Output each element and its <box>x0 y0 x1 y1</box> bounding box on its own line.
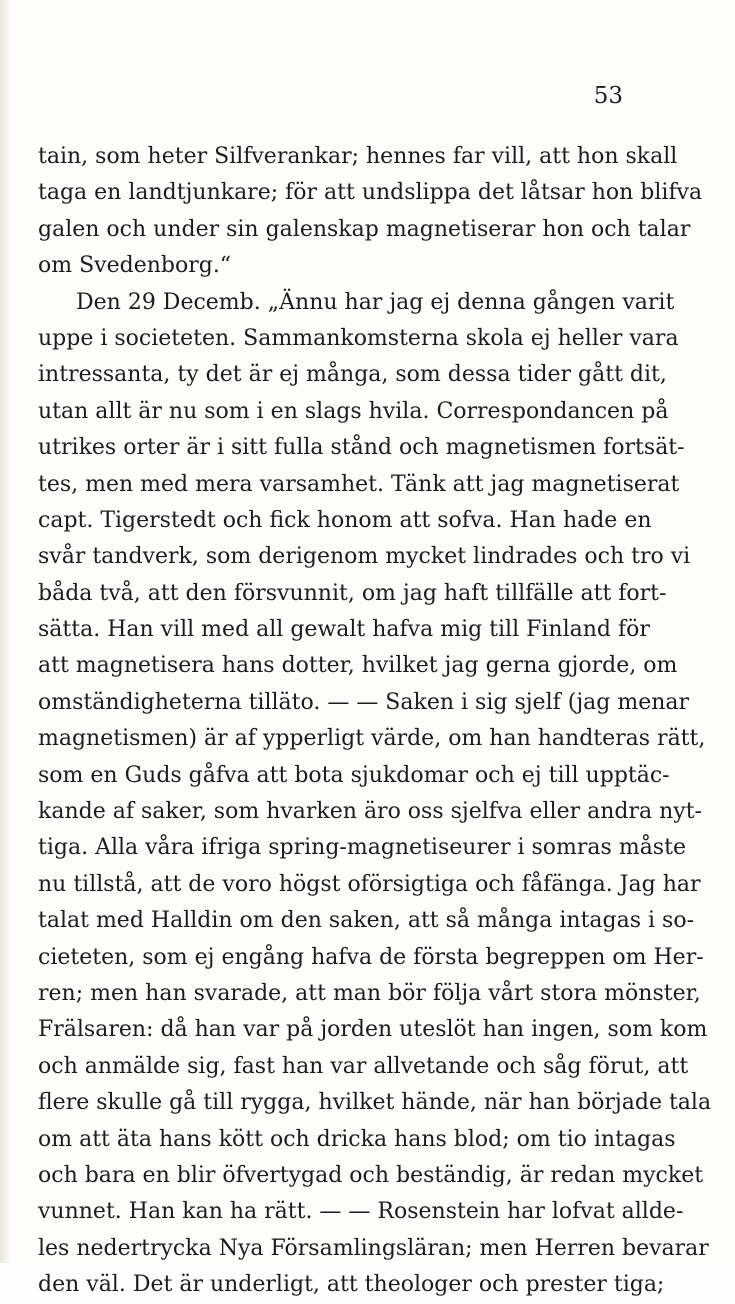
text-line: och anmälde sig, fast han var allvetande och såg förut, att <box>38 1053 689 1079</box>
text-line: utan allt är nu som i en slags hvila. Correspondancen på <box>38 398 669 424</box>
text-line: vunnet. Han kan ha rätt. — — Rosenstein har lofvat allde- <box>38 1199 684 1225</box>
text-line: talat med Halldin om den saken, att så många intagas i so- <box>38 908 695 934</box>
text-line: utrikes orter är i sitt fulla stånd och magnetismen fortsät- <box>38 435 685 461</box>
text-line: att magnetisera hans dotter, hvilket jag gerna gjorde, om <box>38 653 678 679</box>
text-line: taga en landtjunkare; för att undslippa det låtsar hon blifva <box>38 180 703 206</box>
text-line: kande af saker, som hvarken äro oss sjelfva eller andra nyt- <box>38 799 702 825</box>
text-line: Frälsaren: då han var på jorden uteslöt han ingen, som kom <box>38 1017 708 1043</box>
text-line: flere skulle gå till rygga, hvilket hände, när han började tala <box>38 1090 712 1116</box>
text-line: tain, som heter Silfverankar; hennes far vill, att hon skall <box>38 144 678 169</box>
text-line: båda två, att den försvunnit, om jag haft tillfälle att fort- <box>38 580 667 606</box>
text-line: och bara en blir öfvertygad och beständig, är redan mycket <box>38 1162 704 1188</box>
text-line: tes, men med mera varsamhet. Tänk att jag magnetiserat <box>38 471 680 497</box>
text-body <box>38 139 712 1304</box>
text-line: svår tandverk, som derigenom mycket lindrades och tro vi <box>38 544 691 570</box>
text-line: om att äta hans kött och dricka hans blod; om tio intagas <box>38 1126 676 1152</box>
text-line: capt. Tigerstedt och fick honom att sofva. Han hade en <box>38 507 652 533</box>
text-line: galen och under sin galenskap magnetiserar hon och talar <box>38 216 691 242</box>
text-line: den väl. Det är underligt, att theologer och prester tiga; <box>38 1272 665 1298</box>
text-line: intressanta, ty det är ej många, som dessa tider gått dit, <box>38 362 667 388</box>
text-line: ren; men han svarade, att man bör följa vårt stora mönster, <box>38 980 701 1006</box>
text-line: Den 29 Decemb. „Ännu har jag ej denna gången varit <box>76 289 675 315</box>
page-edge <box>0 0 10 1263</box>
text-line: om Svedenborg.“ <box>38 253 232 279</box>
text-line: magnetismen) är af ypperligt värde, om han handteras rätt, <box>38 726 706 752</box>
text-line: som en Guds gåfva att bota sjukdomar och ej till upptäc- <box>38 762 670 788</box>
page-number: 53 <box>593 83 623 109</box>
text-line: omständigheterna tilläto. — — Saken i sig sjelf (jag menar <box>38 689 690 715</box>
text-line: uppe i societeten. Sammankomsterna skola ej heller vara <box>38 325 679 351</box>
text-line: sätta. Han vill med all gewalt hafva mig till Finland för <box>38 617 650 643</box>
text-line: nu tillstå, att de voro högst oförsigtiga och fåfänga. Jag har <box>38 871 701 897</box>
text-line: tiga. Alla våra ifriga spring-magnetiseurer i somras måste <box>38 835 686 861</box>
text-line: les nedertrycka Nya Församlingsläran; men Herren bevarar <box>38 1235 709 1261</box>
text-line: cieteten, som ej engång hafva de första begreppen om Her- <box>38 944 704 970</box>
